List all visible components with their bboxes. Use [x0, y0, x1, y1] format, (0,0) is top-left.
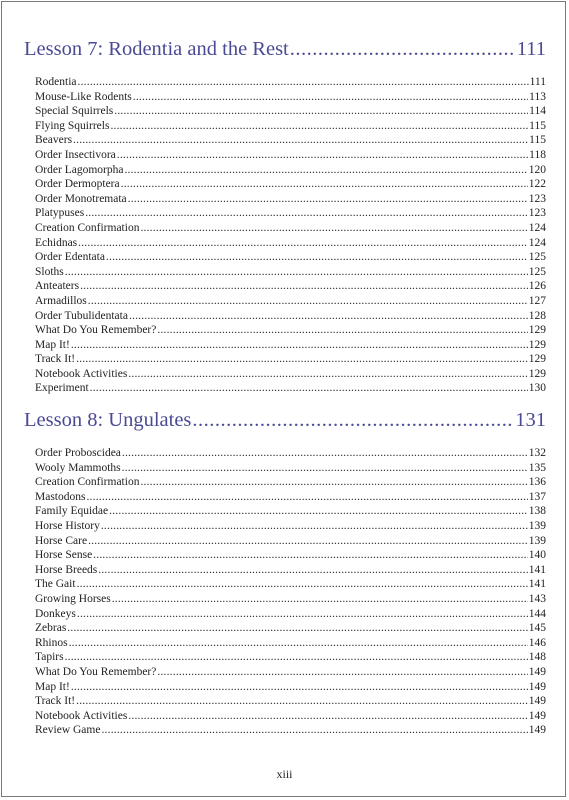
dot-leader	[71, 680, 528, 695]
toc-entry[interactable]	[35, 133, 546, 148]
dot-leader	[290, 36, 516, 62]
dot-leader	[106, 250, 528, 265]
toc-entry[interactable]	[35, 381, 546, 396]
dot-leader	[112, 592, 528, 607]
toc-entry-label: Order Monotremata	[35, 192, 127, 205]
toc-entry[interactable]	[35, 680, 546, 695]
dot-leader	[65, 650, 528, 665]
dot-leader	[128, 192, 528, 207]
toc-entry-label: Creation Confirmation	[35, 221, 140, 234]
toc-entry-page-number: 149	[528, 665, 546, 678]
toc-entry-label: Armadillos	[35, 294, 87, 307]
toc-entry[interactable]	[35, 461, 546, 476]
toc-entry-label: Anteaters	[35, 280, 80, 293]
dot-leader	[121, 177, 528, 192]
toc-entry-label: Track It!	[35, 695, 76, 708]
toc-entry-label: Order Insectivora	[35, 148, 116, 161]
dot-leader	[124, 163, 527, 178]
toc-entry-page-number: 127	[528, 294, 546, 307]
toc-entry-label: Notebook Activities	[35, 367, 128, 380]
toc-entry-label: Notebook Activities	[35, 709, 128, 722]
toc-entry-page-number: 144	[528, 607, 546, 620]
dot-leader	[71, 338, 528, 353]
toc-entry-label: Mouse-Like Rodents	[35, 90, 132, 103]
toc-entry-label: Order Proboscidea	[35, 447, 121, 460]
toc-entry-label: Order Lagomorpha	[35, 163, 124, 176]
toc-entry[interactable]	[35, 607, 546, 622]
toc-entry-label: Horse Breeds	[35, 563, 98, 576]
toc-entry-page-number: 138	[528, 505, 546, 518]
toc-entry[interactable]	[35, 490, 546, 505]
toc-entry-label: Map It!	[35, 680, 70, 693]
toc-entry-label: Mastodons	[35, 490, 86, 503]
toc-entry-page-number: 139	[528, 520, 546, 533]
toc-entry[interactable]	[35, 206, 546, 221]
toc-entry-label: Order Edentata	[35, 251, 105, 264]
toc-entry[interactable]	[35, 148, 546, 163]
lesson-8-section	[24, 407, 546, 738]
toc-entry-page-number: 122	[528, 178, 546, 191]
toc-entry-page-number: 135	[528, 461, 546, 474]
toc-entry[interactable]	[35, 90, 546, 105]
toc-entry[interactable]	[35, 650, 546, 665]
toc-entry-page-number: 128	[528, 309, 546, 322]
toc-entry-page-number: 145	[528, 622, 546, 635]
toc-entry-label: Horse Sense	[35, 549, 93, 562]
dot-leader	[67, 621, 527, 636]
toc-entry[interactable]	[35, 75, 546, 90]
toc-entry-label: Order Tubulidentata	[35, 309, 128, 322]
dot-leader	[76, 694, 528, 709]
toc-entry[interactable]	[35, 279, 546, 294]
toc-entry-label: Horse Care	[35, 534, 88, 547]
lesson-title: Lesson 8: Ungulates	[24, 409, 192, 432]
dot-leader	[140, 475, 527, 490]
toc-entry[interactable]	[35, 694, 546, 709]
toc-entry-page-number: 137	[528, 490, 546, 503]
toc-entry-label: Experiment	[35, 382, 89, 395]
dot-leader	[78, 75, 529, 90]
toc-entry-page-number: 111	[529, 76, 546, 88]
toc-entry[interactable]	[35, 265, 546, 280]
toc-entry[interactable]	[35, 446, 546, 461]
toc-entry-page-number: 129	[528, 324, 546, 337]
toc-entry-label: Map It!	[35, 338, 70, 351]
toc-entry-label: What Do You Remember?	[35, 665, 157, 678]
toc-entry[interactable]	[35, 548, 546, 563]
toc-entry[interactable]	[35, 192, 546, 207]
dot-leader	[77, 577, 528, 592]
toc-entry[interactable]	[35, 352, 546, 367]
toc-entry-page-number: 140	[528, 549, 546, 562]
toc-entry-label: Review Game	[35, 724, 101, 737]
dot-leader	[88, 294, 528, 309]
toc-entry-page-number: 120	[528, 163, 546, 176]
toc-entry[interactable]	[35, 177, 546, 192]
toc-entry-page-number: 148	[528, 651, 546, 664]
toc-entry[interactable]	[35, 665, 546, 680]
toc-entry-label: Wooly Mammoths	[35, 461, 121, 474]
dot-leader	[122, 461, 528, 476]
dot-leader	[128, 367, 527, 382]
toc-entry-label: Family Equidae	[35, 505, 109, 518]
toc-entry-label: Creation Confirmation	[35, 476, 140, 489]
dot-leader	[77, 607, 528, 622]
folio-page-number: xiii	[276, 767, 293, 781]
lesson-heading[interactable]	[24, 36, 546, 62]
lesson-page-number: 111	[516, 38, 546, 60]
dot-leader	[110, 119, 528, 134]
toc-entry[interactable]	[35, 621, 546, 636]
dot-leader	[140, 221, 527, 236]
toc-entry[interactable]	[35, 236, 546, 251]
dot-leader	[86, 490, 527, 505]
toc-entry[interactable]	[35, 534, 546, 549]
toc-entry-page-number: 123	[528, 207, 546, 220]
dot-leader	[157, 665, 527, 680]
toc-entry-page-number: 129	[528, 353, 546, 366]
toc-entry[interactable]	[35, 119, 546, 134]
toc-entry-label: Donkeys	[35, 607, 76, 620]
toc-entry-page-number: 124	[528, 221, 546, 234]
toc-entry-page-number: 125	[528, 251, 546, 264]
toc-entry[interactable]	[35, 104, 546, 119]
toc-entry[interactable]	[35, 636, 546, 651]
toc-entry-page-number: 123	[528, 192, 546, 205]
toc-entry[interactable]	[35, 709, 546, 724]
toc-entry-page-number: 136	[528, 476, 546, 489]
dot-leader	[192, 407, 514, 433]
toc-entry-label: Order Dermoptera	[35, 178, 120, 191]
toc-entry-page-number: 149	[528, 695, 546, 708]
toc-entry[interactable]	[35, 250, 546, 265]
dot-leader	[69, 636, 528, 651]
toc-entry-label: The Gait	[35, 578, 76, 591]
dot-leader	[98, 563, 527, 578]
toc-entry-label: Echidnas	[35, 236, 78, 249]
dot-leader	[93, 548, 528, 563]
dot-leader	[85, 206, 528, 221]
lesson-page-number: 131	[515, 409, 546, 432]
toc-entry[interactable]	[35, 504, 546, 519]
toc-entry[interactable]	[35, 221, 546, 236]
toc-entry-page-number: 129	[528, 338, 546, 351]
toc-entry-label: Zebras	[35, 622, 67, 635]
toc-entry-label: Track It!	[35, 353, 76, 366]
toc-entry-label: Platypuses	[35, 207, 85, 220]
toc-entry-page-number: 149	[528, 680, 546, 693]
toc-entry[interactable]	[35, 294, 546, 309]
dot-leader	[90, 381, 528, 396]
toc-entry-page-number: 149	[528, 724, 546, 737]
toc-entry[interactable]	[35, 367, 546, 382]
dot-leader	[80, 279, 528, 294]
toc-entry-page-number: 130	[528, 382, 546, 395]
dot-leader	[133, 90, 528, 105]
toc-entry[interactable]	[35, 309, 546, 324]
toc-entry[interactable]	[35, 323, 546, 338]
dot-leader	[109, 504, 528, 519]
toc-entry-page-number: 125	[528, 265, 546, 278]
toc-entry-label: Tapirs	[35, 651, 64, 664]
dot-leader	[129, 309, 528, 324]
dot-leader	[114, 104, 528, 119]
dot-leader	[73, 133, 528, 148]
toc-entry-label: What Do You Remember?	[35, 324, 157, 337]
dot-leader	[78, 236, 528, 251]
toc-entry-label: Rodentia	[35, 76, 77, 88]
dot-leader	[157, 323, 527, 338]
toc-entry-page-number: 115	[529, 119, 546, 132]
dot-leader	[128, 709, 527, 724]
lesson-heading[interactable]	[24, 407, 546, 433]
lesson-entries-list	[24, 446, 546, 738]
toc-entry[interactable]	[35, 592, 546, 607]
dot-leader	[76, 352, 528, 367]
toc-entry-page-number: 149	[528, 709, 546, 722]
toc-entry-page-number: 114	[529, 105, 546, 118]
toc-entry-page-number: 139	[528, 534, 546, 547]
toc-entry-page-number: 113	[529, 90, 546, 103]
toc-entry-page-number: 124	[528, 236, 546, 249]
toc-entry[interactable]	[35, 163, 546, 178]
lesson-entries-list	[24, 75, 546, 396]
lesson-title: Lesson 7: Rodentia and the Rest	[24, 38, 289, 60]
toc-entry-label: Rhinos	[35, 636, 68, 649]
dot-leader	[117, 148, 528, 163]
toc-entry-page-number: 115	[529, 134, 546, 147]
toc-entry-page-number: 143	[528, 593, 546, 605]
toc-entry-page-number: 132	[528, 447, 546, 460]
toc-entry-page-number: 141	[528, 578, 546, 591]
toc-entry[interactable]	[35, 519, 546, 534]
toc-entry-label: Sloths	[35, 265, 64, 278]
toc-entry[interactable]	[35, 563, 546, 578]
toc-entry[interactable]	[35, 723, 546, 738]
toc-entry[interactable]	[35, 577, 546, 592]
lesson-7-section	[24, 36, 546, 396]
toc-entry-page-number: 141	[528, 563, 546, 576]
toc-entry-page-number: 146	[528, 636, 546, 649]
dot-leader	[88, 534, 528, 549]
dot-leader	[65, 265, 528, 280]
toc-entry[interactable]	[35, 475, 546, 490]
dot-leader	[101, 519, 528, 534]
toc-entry-page-number: 129	[528, 367, 546, 380]
toc-entry-label: Growing Horses	[35, 593, 111, 605]
toc-entry-label: Special Squirrels	[35, 105, 114, 118]
table-of-contents	[24, 36, 546, 738]
toc-entry-label: Flying Squirrels	[35, 119, 110, 132]
dot-leader	[122, 446, 528, 461]
toc-entry[interactable]	[35, 338, 546, 353]
toc-entry-page-number: 118	[529, 148, 546, 161]
toc-entry-label: Horse History	[35, 520, 100, 533]
dot-leader	[101, 723, 527, 738]
toc-entry-page-number: 126	[528, 280, 546, 293]
toc-entry-label: Beavers	[35, 134, 73, 147]
